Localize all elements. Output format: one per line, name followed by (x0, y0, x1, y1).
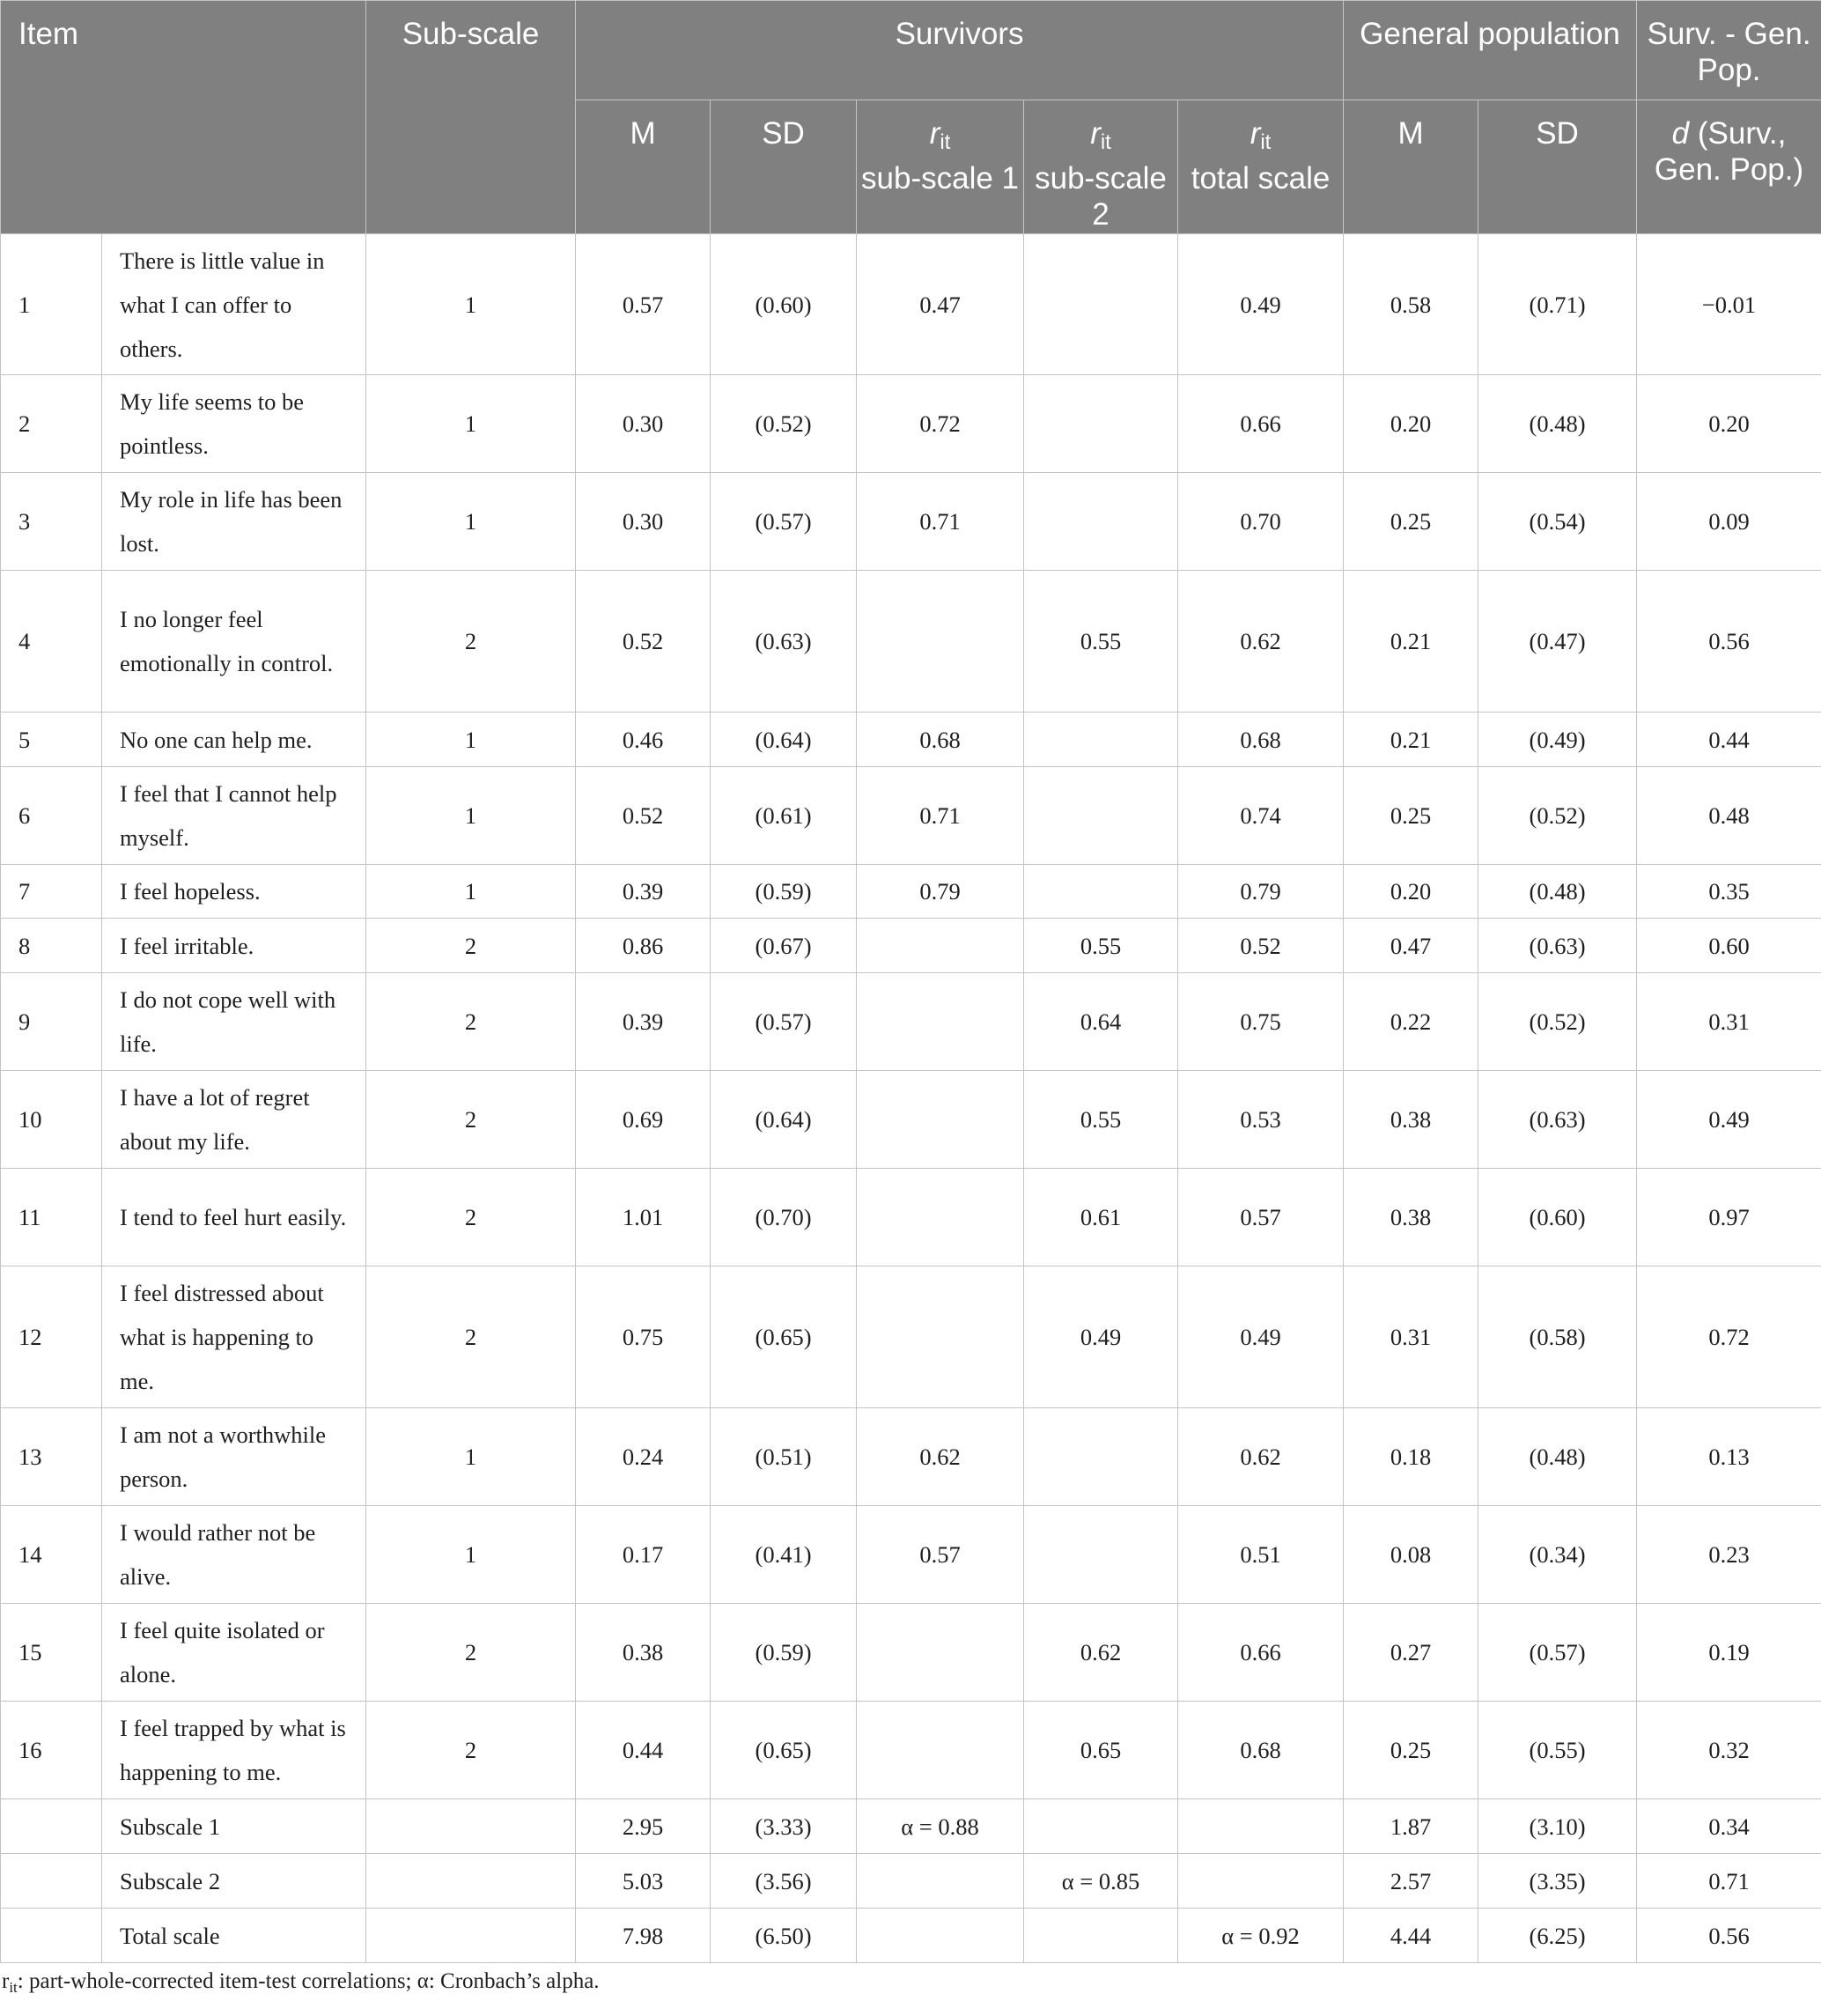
r-total-cell: 0.75 (1178, 973, 1344, 1071)
subscale-cell: 2 (366, 1604, 576, 1702)
r-total-cell: 0.62 (1178, 1408, 1344, 1506)
genpop-m-cell: 0.21 (1344, 571, 1478, 713)
r-subscale1-cell: α = 0.88 (857, 1799, 1024, 1854)
table-row (1, 1604, 1821, 1702)
r-subscale1-cell: 0.71 (857, 767, 1024, 865)
genpop-sd-cell: (0.34) (1478, 1506, 1637, 1604)
item-text: No one can help me. (102, 713, 366, 767)
genpop-m-cell: 4.44 (1344, 1909, 1478, 1963)
survivors-header: Survivors (576, 1, 1344, 100)
genpop-sd-cell: (6.25) (1478, 1909, 1637, 1963)
item-text: My role in life has been lost. (102, 473, 366, 571)
r-subscale2-cell (1024, 767, 1178, 865)
r-total-cell: 0.57 (1178, 1169, 1344, 1266)
subscale-cell: 1 (366, 713, 576, 767)
table-body (1, 234, 1821, 1963)
genpop-m-cell: 0.25 (1344, 473, 1478, 571)
item-number: 11 (1, 1169, 102, 1266)
table-row (1, 767, 1821, 865)
genpop-sd-cell: (0.57) (1478, 1604, 1637, 1702)
item-text: Subscale 1 (102, 1799, 366, 1854)
survivors-m-cell: 0.69 (576, 1071, 711, 1169)
item-text: I feel hopeless. (102, 865, 366, 919)
genpop-sd-cell: (0.58) (1478, 1266, 1637, 1408)
item-text: I feel quite isolated or alone. (102, 1604, 366, 1702)
survivors-sd-cell: (0.65) (711, 1702, 857, 1799)
r-total-cell: 0.49 (1178, 1266, 1344, 1408)
table-row (1, 1266, 1821, 1408)
r-subscale1-cell (857, 919, 1024, 973)
r-subscale2-cell (1024, 865, 1178, 919)
survivors-sd-cell: (0.59) (711, 1604, 857, 1702)
item-number: 2 (1, 375, 102, 473)
r-subscale1-cell (857, 571, 1024, 713)
survivors-sd-cell: (0.41) (711, 1506, 857, 1604)
r-total-cell: 0.51 (1178, 1506, 1344, 1604)
cohens-d-cell: 0.35 (1637, 865, 1821, 919)
genpop-sd-cell: (0.52) (1478, 973, 1637, 1071)
table-row (1, 234, 1821, 375)
genpop-sd-header: SD (1478, 100, 1637, 234)
table-row (1, 375, 1821, 473)
r-total-cell: 0.66 (1178, 375, 1344, 473)
table-row (1, 1506, 1821, 1604)
table-row (1, 865, 1821, 919)
cohens-d-header: d (Surv., Gen. Pop.) (1637, 100, 1821, 234)
genpop-m-cell: 0.38 (1344, 1071, 1478, 1169)
r-subscale2-cell: 0.65 (1024, 1702, 1178, 1799)
survivors-m-cell: 0.17 (576, 1506, 711, 1604)
item-text: I feel distressed about what is happening to me. (102, 1266, 366, 1408)
subscale-cell: 1 (366, 865, 576, 919)
item-text: I am not a worthwhile person. (102, 1408, 366, 1506)
subscale-cell: 2 (366, 973, 576, 1071)
r-subscale1-cell: 0.72 (857, 375, 1024, 473)
item-number: 5 (1, 713, 102, 767)
cohens-d-cell: 0.31 (1637, 973, 1821, 1071)
general-population-header: General population (1344, 1, 1637, 100)
table-row (1, 473, 1821, 571)
genpop-sd-cell: (0.52) (1478, 767, 1637, 865)
genpop-sd-cell: (0.48) (1478, 375, 1637, 473)
genpop-sd-cell: (0.48) (1478, 865, 1637, 919)
subscale-cell: 1 (366, 375, 576, 473)
survivors-sd-cell: (0.60) (711, 234, 857, 375)
surv-gen-header: Surv. - Gen. Pop. (1637, 1, 1821, 100)
r-total-cell: 0.53 (1178, 1071, 1344, 1169)
r-subscale1-cell (857, 1169, 1024, 1266)
r-subscale1-cell (857, 1702, 1024, 1799)
item-text: I no longer feel emotionally in control. (102, 571, 366, 713)
genpop-sd-cell: (0.63) (1478, 1071, 1637, 1169)
genpop-m-cell: 0.18 (1344, 1408, 1478, 1506)
r-total-cell (1178, 1854, 1344, 1909)
cohens-d-cell: 0.32 (1637, 1702, 1821, 1799)
genpop-sd-cell: (0.48) (1478, 1408, 1637, 1506)
genpop-m-cell: 0.20 (1344, 865, 1478, 919)
item-number: 4 (1, 571, 102, 713)
item-number: 12 (1, 1266, 102, 1408)
genpop-sd-cell: (0.63) (1478, 919, 1637, 973)
item-number: 8 (1, 919, 102, 973)
genpop-m-cell: 0.31 (1344, 1266, 1478, 1408)
r-subscale2-cell (1024, 713, 1178, 767)
genpop-sd-cell: (3.35) (1478, 1854, 1637, 1909)
r-subscale2-cell: 0.55 (1024, 571, 1178, 713)
table-row (1, 919, 1821, 973)
subscale-cell: 2 (366, 1702, 576, 1799)
cohens-d-cell: 0.56 (1637, 571, 1821, 713)
r-subscale1-cell: 0.57 (857, 1506, 1024, 1604)
survivors-sd-cell: (3.56) (711, 1854, 857, 1909)
r-subscale1-cell: 0.68 (857, 713, 1024, 767)
r-subscale1-cell (857, 973, 1024, 1071)
table-row (1, 1799, 1821, 1854)
item-number: 1 (1, 234, 102, 375)
subscale-cell (366, 1854, 576, 1909)
survivors-m-cell: 0.24 (576, 1408, 711, 1506)
item-number: 3 (1, 473, 102, 571)
subscale-cell: 2 (366, 1266, 576, 1408)
item-number: 10 (1, 1071, 102, 1169)
r-total-cell (1178, 1799, 1344, 1854)
table-row (1, 1071, 1821, 1169)
r-total-cell: 0.66 (1178, 1604, 1344, 1702)
r-total-cell: 0.49 (1178, 234, 1344, 375)
item-text: I feel irritable. (102, 919, 366, 973)
survivors-m-cell: 1.01 (576, 1169, 711, 1266)
survivors-sd-cell: (0.67) (711, 919, 857, 973)
survivors-m-cell: 0.30 (576, 375, 711, 473)
table-row (1, 713, 1821, 767)
r-subscale2-cell (1024, 1408, 1178, 1506)
genpop-m-cell: 1.87 (1344, 1799, 1478, 1854)
cohens-d-cell: 0.44 (1637, 713, 1821, 767)
r-subscale2-cell: 0.55 (1024, 1071, 1178, 1169)
cohens-d-cell: 0.23 (1637, 1506, 1821, 1604)
item-text: There is little value in what I can offer to others. (102, 234, 366, 375)
item-text: I tend to feel hurt easily. (102, 1169, 366, 1266)
r-total-cell: 0.68 (1178, 1702, 1344, 1799)
genpop-m-cell: 0.47 (1344, 919, 1478, 973)
survivors-m-cell: 0.39 (576, 973, 711, 1071)
r-subscale2-cell: 0.55 (1024, 919, 1178, 973)
genpop-sd-cell: (0.60) (1478, 1169, 1637, 1266)
survivors-m-header: M (576, 100, 711, 234)
r-subscale2-header: rit sub-scale 2 (1024, 100, 1178, 234)
subscale-cell: 1 (366, 767, 576, 865)
table-row (1, 1909, 1821, 1963)
survivors-sd-cell: (0.57) (711, 973, 857, 1071)
genpop-m-cell: 0.27 (1344, 1604, 1478, 1702)
genpop-sd-cell: (0.49) (1478, 713, 1637, 767)
item-number (1, 1854, 102, 1909)
cohens-d-cell: 0.13 (1637, 1408, 1821, 1506)
survivors-m-cell: 0.52 (576, 571, 711, 713)
r-total-cell: 0.74 (1178, 767, 1344, 865)
survivors-m-cell: 0.86 (576, 919, 711, 973)
survivors-sd-header: SD (711, 100, 857, 234)
genpop-sd-cell: (0.54) (1478, 473, 1637, 571)
r-total-cell: 0.62 (1178, 571, 1344, 713)
cohens-d-cell: 0.72 (1637, 1266, 1821, 1408)
survivors-sd-cell: (0.57) (711, 473, 857, 571)
cohens-d-cell: 0.48 (1637, 767, 1821, 865)
r-subscale1-cell (857, 1604, 1024, 1702)
r-total-cell: α = 0.92 (1178, 1909, 1344, 1963)
survivors-sd-cell: (0.65) (711, 1266, 857, 1408)
survivors-sd-cell: (0.64) (711, 713, 857, 767)
item-number (1, 1799, 102, 1854)
item-text: I have a lot of regret about my life. (102, 1071, 366, 1169)
subscale-header: Sub-scale (366, 1, 576, 234)
cohens-d-cell: 0.60 (1637, 919, 1821, 973)
r-subscale2-cell (1024, 234, 1178, 375)
survivors-m-cell: 0.52 (576, 767, 711, 865)
r-subscale2-cell: 0.64 (1024, 973, 1178, 1071)
genpop-sd-cell: (3.10) (1478, 1799, 1637, 1854)
item-text: I would rather not be alive. (102, 1506, 366, 1604)
genpop-sd-cell: (0.71) (1478, 234, 1637, 375)
cohens-d-cell: −0.01 (1637, 234, 1821, 375)
subscale-cell: 2 (366, 571, 576, 713)
table-footnote: $r_{it}$: part-whole-corrected item-test correlations; α: Cronbach’s alpha. (2, 1969, 600, 1996)
r-subscale1-cell: 0.71 (857, 473, 1024, 571)
cohens-d-cell: 0.49 (1637, 1071, 1821, 1169)
subscale-cell: 1 (366, 1408, 576, 1506)
subscale-cell: 1 (366, 1506, 576, 1604)
subscale-cell: 2 (366, 1169, 576, 1266)
table-row (1, 1408, 1821, 1506)
item-number: 7 (1, 865, 102, 919)
r-subscale2-cell (1024, 1506, 1178, 1604)
survivors-sd-cell: (0.52) (711, 375, 857, 473)
item-number (1, 1909, 102, 1963)
cohens-d-cell: 0.09 (1637, 473, 1821, 571)
r-subscale1-cell: 0.47 (857, 234, 1024, 375)
r-subscale2-cell (1024, 1799, 1178, 1854)
r-subscale1-cell (857, 1854, 1024, 1909)
table-row (1, 1854, 1821, 1909)
item-number: 16 (1, 1702, 102, 1799)
survivors-sd-cell: (0.64) (711, 1071, 857, 1169)
survivors-m-cell: 7.98 (576, 1909, 711, 1963)
item-text: Subscale 2 (102, 1854, 366, 1909)
r-subscale1-cell (857, 1071, 1024, 1169)
genpop-m-cell: 0.38 (1344, 1169, 1478, 1266)
cohens-d-cell: 0.71 (1637, 1854, 1821, 1909)
survivors-sd-cell: (3.33) (711, 1799, 857, 1854)
table-row (1, 1169, 1821, 1266)
genpop-sd-cell: (0.47) (1478, 571, 1637, 713)
r-subscale2-cell (1024, 473, 1178, 571)
survivors-m-cell: 2.95 (576, 1799, 711, 1854)
survivors-sd-cell: (0.59) (711, 865, 857, 919)
survivors-sd-cell: (6.50) (711, 1909, 857, 1963)
survivors-m-cell: 0.38 (576, 1604, 711, 1702)
survivors-m-cell: 0.75 (576, 1266, 711, 1408)
survivors-m-cell: 5.03 (576, 1854, 711, 1909)
survivors-sd-cell: (0.51) (711, 1408, 857, 1506)
item-number: 14 (1, 1506, 102, 1604)
r-subscale1-cell (857, 1266, 1024, 1408)
r-subscale2-cell: 0.49 (1024, 1266, 1178, 1408)
item-text: I feel trapped by what is happening to me. (102, 1702, 366, 1799)
genpop-m-cell: 0.25 (1344, 767, 1478, 865)
item-header: Item (1, 1, 366, 234)
survivors-sd-cell: (0.61) (711, 767, 857, 865)
r-subscale1-cell: 0.79 (857, 865, 1024, 919)
genpop-m-cell: 0.20 (1344, 375, 1478, 473)
table-row (1, 973, 1821, 1071)
item-number: 13 (1, 1408, 102, 1506)
item-number: 9 (1, 973, 102, 1071)
survivors-m-cell: 0.30 (576, 473, 711, 571)
table-row (1, 571, 1821, 713)
r-total-cell: 0.68 (1178, 713, 1344, 767)
genpop-m-cell: 0.21 (1344, 713, 1478, 767)
survivors-m-cell: 0.46 (576, 713, 711, 767)
r-total-cell: 0.70 (1178, 473, 1344, 571)
cohens-d-cell: 0.20 (1637, 375, 1821, 473)
cohens-d-cell: 0.97 (1637, 1169, 1821, 1266)
survivors-m-cell: 0.39 (576, 865, 711, 919)
genpop-m-cell: 0.58 (1344, 234, 1478, 375)
r-subscale1-header: rit sub-scale 1 (857, 100, 1024, 234)
subscale-cell: 2 (366, 1071, 576, 1169)
r-subscale1-cell: 0.62 (857, 1408, 1024, 1506)
item-text: I feel that I cannot help myself. (102, 767, 366, 865)
r-subscale2-cell: α = 0.85 (1024, 1854, 1178, 1909)
survivors-sd-cell: (0.70) (711, 1169, 857, 1266)
item-number: 15 (1, 1604, 102, 1702)
r-subscale2-cell: 0.62 (1024, 1604, 1178, 1702)
r-subscale1-cell (857, 1909, 1024, 1963)
survivors-sd-cell: (0.63) (711, 571, 857, 713)
survivors-m-cell: 0.57 (576, 234, 711, 375)
r-subscale2-cell (1024, 375, 1178, 473)
genpop-m-cell: 2.57 (1344, 1854, 1478, 1909)
genpop-m-cell: 0.22 (1344, 973, 1478, 1071)
item-number: 6 (1, 767, 102, 865)
survivors-m-cell: 0.44 (576, 1702, 711, 1799)
r-subscale2-cell: 0.61 (1024, 1169, 1178, 1266)
genpop-m-cell: 0.25 (1344, 1702, 1478, 1799)
r-subscale2-cell (1024, 1909, 1178, 1963)
subscale-cell: 1 (366, 473, 576, 571)
cohens-d-cell: 0.19 (1637, 1604, 1821, 1702)
cohens-d-cell: 0.56 (1637, 1909, 1821, 1963)
cohens-d-cell: 0.34 (1637, 1799, 1821, 1854)
subscale-cell (366, 1909, 576, 1963)
r-total-header: rit total scale (1178, 100, 1344, 234)
item-text: My life seems to be pointless. (102, 375, 366, 473)
table-row (1, 1702, 1821, 1799)
genpop-m-cell: 0.08 (1344, 1506, 1478, 1604)
subscale-cell: 1 (366, 234, 576, 375)
item-text: Total scale (102, 1909, 366, 1963)
r-total-cell: 0.79 (1178, 865, 1344, 919)
subscale-cell (366, 1799, 576, 1854)
subscale-cell: 2 (366, 919, 576, 973)
item-text: I do not cope well with life. (102, 973, 366, 1071)
genpop-sd-cell: (0.55) (1478, 1702, 1637, 1799)
genpop-m-header: M (1344, 100, 1478, 234)
r-total-cell: 0.52 (1178, 919, 1344, 973)
